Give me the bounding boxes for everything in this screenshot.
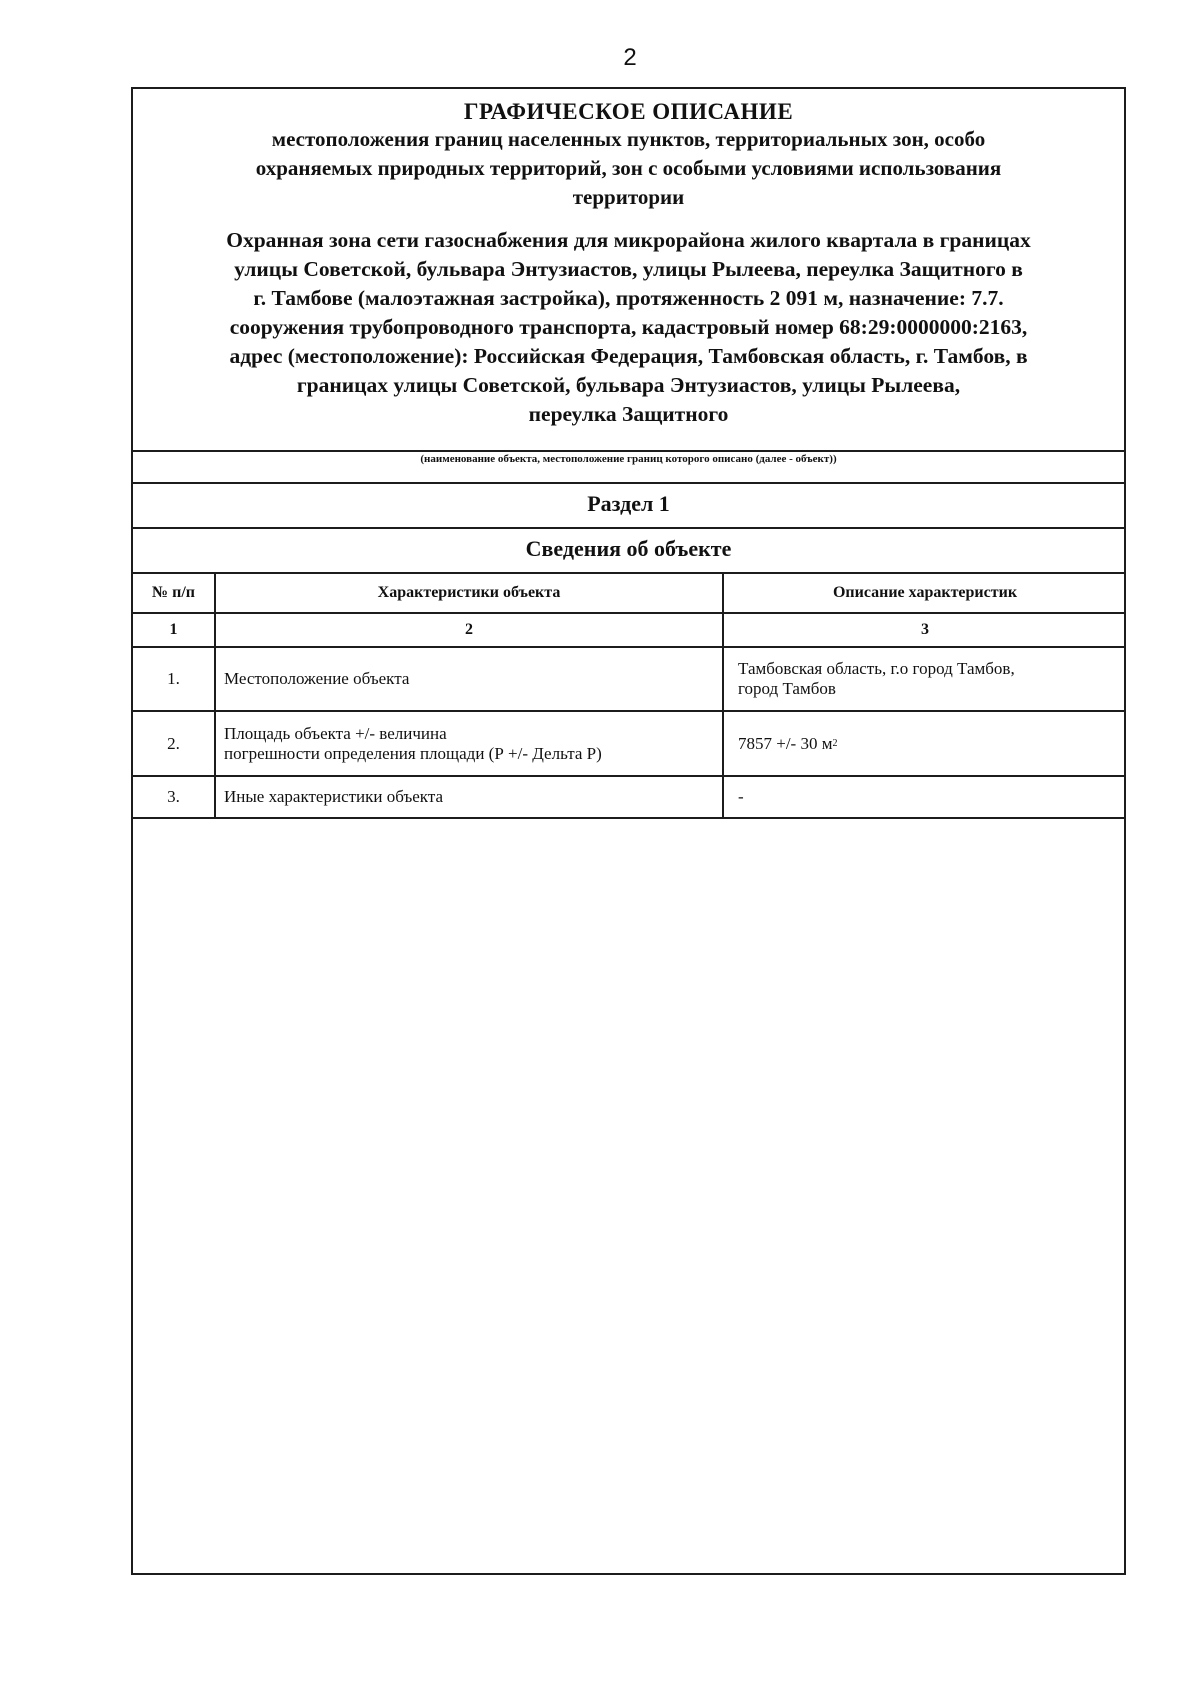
document-frame [131, 87, 1126, 1575]
description-line: Тамбовская область, г.о город Тамбов, [738, 659, 1015, 678]
object-caption: (наименование объекта, местоположение границ которого описано (далее - объект)) [420, 453, 837, 465]
row-number: 2. [133, 712, 216, 775]
column-header: № п/п [133, 574, 216, 612]
column-number: 3 [921, 621, 929, 638]
table-row [133, 648, 1124, 712]
subtitle-line: охраняемых природных территорий, зон с особыми условиями использования [255, 156, 1002, 180]
object-name-line: Охранная зона сети газоснабжения для микрорайона жилого квартала в границах [226, 228, 1031, 252]
object-name-line: улицы Советской, бульвара Энтузиастов, улицы Рылеева, переулка Защитного в [234, 257, 1023, 281]
subtitle-line: территории [572, 185, 685, 209]
document-title: ГРАФИЧЕСКОЕ ОПИСАНИЕ [463, 99, 794, 124]
subtitle-line: местоположения границ населенных пунктов, территориальных зон, особо [271, 127, 986, 151]
characteristic-line: Площадь объекта +/- величина [224, 723, 447, 743]
column-header: Описание характеристик [832, 584, 1018, 601]
row-description: - [738, 787, 744, 806]
row-characteristic [216, 712, 724, 775]
table-header-row [133, 574, 1124, 614]
divider [133, 482, 1124, 484]
page-number: 2 [623, 44, 637, 71]
area-value: 7857 +/- 30 м [738, 733, 833, 753]
divider [133, 450, 1124, 452]
section-subtitle: Сведения об объекте [525, 536, 732, 561]
row-characteristic: Иные характеристики объекта [216, 777, 724, 817]
divider [133, 527, 1124, 529]
object-name-line: границах улицы Советской, бульвара Энтузиастов, улицы Рылеева, [296, 373, 961, 397]
section-title: Раздел 1 [587, 491, 670, 516]
column-number: 2 [216, 614, 724, 646]
area-unit-superscript: 2 [832, 738, 838, 749]
document-header [133, 89, 1124, 450]
row-number: 3. [133, 777, 216, 817]
object-name-line: адрес (местоположение): Российская Федерация, Тамбовская область, г. Тамбов, в [229, 344, 1028, 368]
description-line: город Тамбов [738, 679, 836, 698]
table-row [133, 777, 1124, 819]
column-number: 1 [133, 614, 216, 646]
object-name-line: г. Тамбове (малоэтажная застройка), протяженность 2 091 м, назначение: 7.7. [253, 286, 1004, 310]
column-header: Характеристики объекта [216, 574, 724, 612]
object-name-line: переулка Защитного [528, 402, 729, 426]
row-number: 1. [133, 648, 216, 710]
object-name [133, 226, 1124, 429]
characteristic-line: погрешности определения площади (Р +/- Дельта Р) [224, 743, 602, 763]
object-name-line: сооружения трубопроводного транспорта, кадастровый номер 68:29:0000000:2163, [229, 315, 1028, 339]
table-row [133, 712, 1124, 777]
row-description [724, 648, 1126, 710]
row-description [724, 712, 1126, 775]
row-characteristic: Местоположение объекта [216, 648, 724, 710]
document-subtitle [133, 125, 1124, 212]
table-column-numbers-row [133, 614, 1124, 648]
